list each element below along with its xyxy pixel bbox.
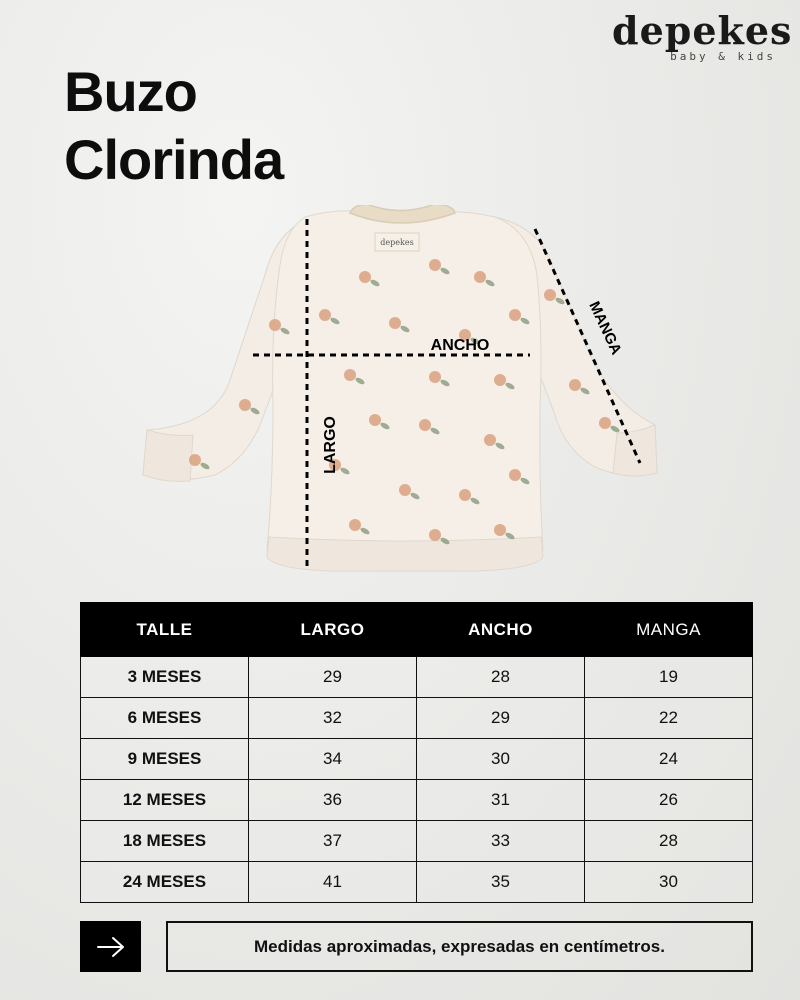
- table-row: [81, 780, 753, 821]
- table-row: [81, 698, 753, 739]
- table-row: [81, 739, 753, 780]
- measurements-note-text: Medidas aproximadas, expresadas en centímetros.: [253, 936, 665, 956]
- talle-cell: 6 MESES: [81, 698, 249, 739]
- measurements-note: [166, 921, 753, 972]
- left-cuff: [143, 430, 193, 481]
- brand-name: depekes: [612, 8, 793, 53]
- talle-cell: 18 MESES: [81, 821, 249, 862]
- manga-cell: 24: [585, 739, 753, 780]
- talle-cell: 3 MESES: [81, 657, 249, 698]
- manga-cell: 30: [585, 862, 753, 903]
- ancho-cell: 30: [417, 739, 585, 780]
- table-header-row: [81, 603, 753, 657]
- ancho-cell: 33: [417, 821, 585, 862]
- largo-label: LARGO: [322, 416, 339, 474]
- next-arrow-button[interactable]: [80, 921, 141, 972]
- largo-cell: 41: [249, 862, 417, 903]
- largo-cell: 36: [249, 780, 417, 821]
- table-row: [81, 821, 753, 862]
- header-talle: TALLE: [81, 603, 249, 657]
- manga-cell: 19: [585, 657, 753, 698]
- product-title: [64, 58, 283, 194]
- header-ancho: ANCHO: [417, 603, 585, 657]
- header-largo: LARGO: [249, 603, 417, 657]
- ancho-cell: 28: [417, 657, 585, 698]
- manga-cell: 26: [585, 780, 753, 821]
- talle-cell: 12 MESES: [81, 780, 249, 821]
- largo-cell: 32: [249, 698, 417, 739]
- largo-cell: 37: [249, 821, 417, 862]
- ancho-label: ANCHO: [430, 337, 490, 354]
- product-title-line1: Buzo: [64, 60, 197, 123]
- neck-label-text: depekes: [380, 238, 414, 247]
- arrow-right-icon: [96, 936, 126, 958]
- ancho-cell: 35: [417, 862, 585, 903]
- manga-cell: 28: [585, 821, 753, 862]
- manga-label: MANGA: [585, 298, 625, 358]
- table-row: [81, 862, 753, 903]
- sweater-measurement-diagram: [135, 205, 665, 580]
- talle-cell: 9 MESES: [81, 739, 249, 780]
- brand-tagline: baby & kids: [670, 50, 776, 63]
- manga-cell: 22: [585, 698, 753, 739]
- brand-logo: [612, 8, 793, 63]
- largo-cell: 29: [249, 657, 417, 698]
- size-chart-table: [80, 602, 753, 903]
- header-manga: MANGA: [585, 603, 753, 657]
- ancho-cell: 29: [417, 698, 585, 739]
- product-title-line2: Clorinda: [64, 128, 284, 191]
- table-row: [81, 657, 753, 698]
- talle-cell: 24 MESES: [81, 862, 249, 903]
- ancho-cell: 31: [417, 780, 585, 821]
- largo-cell: 34: [249, 739, 417, 780]
